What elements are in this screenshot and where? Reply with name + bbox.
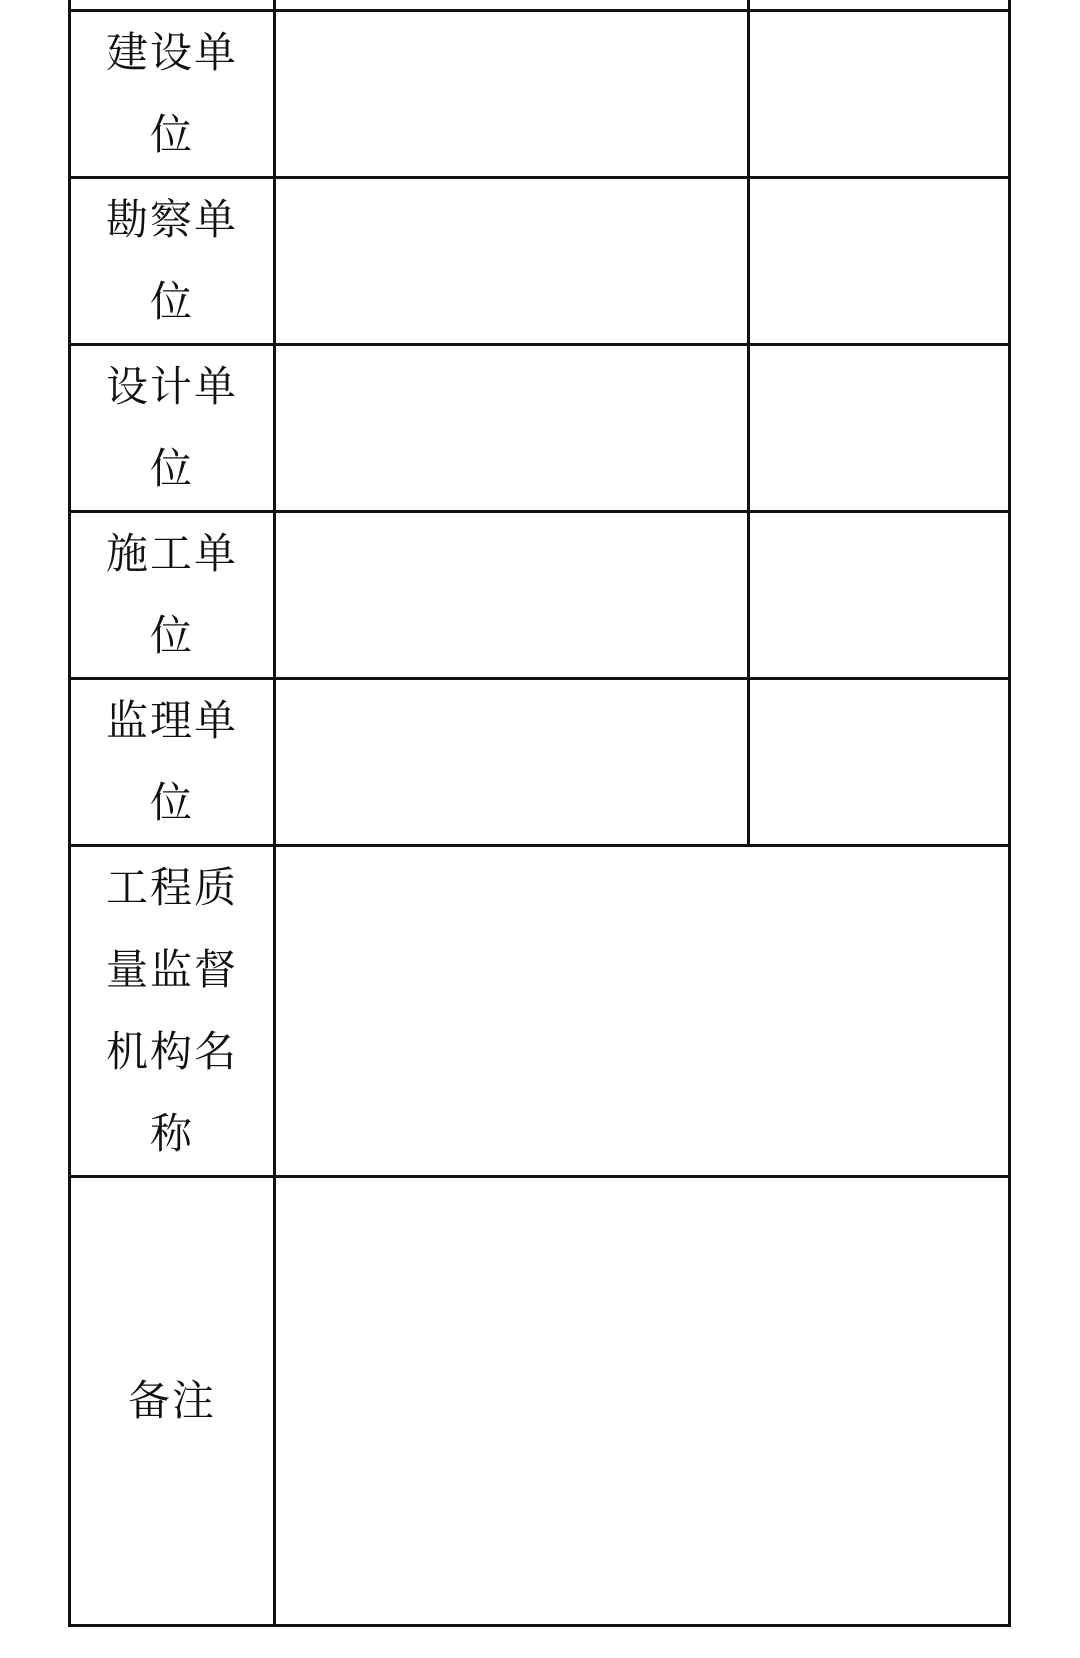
design-unit-label: 设计单位: [105, 362, 238, 493]
contractor-unit-label-cell: [70, 512, 275, 679]
table-row-contractor-unit: [70, 512, 1010, 679]
remarks-label-cell: [70, 1177, 275, 1626]
contractor-unit-extra-cell: [749, 512, 1010, 679]
construction-unit-extra-cell: [749, 11, 1010, 178]
top-partial-extra-cell: [749, 0, 1010, 11]
table-row-supervision-unit: [70, 679, 1010, 846]
supervision-unit-extra-cell: [749, 679, 1010, 846]
table-row-construction-unit: [70, 11, 1010, 178]
remarks-label: 备注: [127, 1376, 216, 1425]
table-row-quality-supervision-agency: [70, 846, 1010, 1177]
construction-unit-label: 建设单位: [105, 28, 238, 159]
survey-unit-label: 勘察单位: [105, 195, 238, 326]
table-row-survey-unit: [70, 178, 1010, 345]
survey-unit-extra-cell: [749, 178, 1010, 345]
supervision-unit-label-cell: [70, 679, 275, 846]
survey-unit-value-cell: [274, 178, 749, 345]
construction-unit-value-cell: [274, 11, 749, 178]
supervision-unit-value-cell: [274, 679, 749, 846]
design-unit-extra-cell: [749, 345, 1010, 512]
quality-agency-value-cell: [274, 846, 1009, 1177]
top-partial-label-cell: [70, 0, 275, 11]
construction-unit-label-cell: [70, 11, 275, 178]
table-row-design-unit: [70, 345, 1010, 512]
design-unit-label-cell: [70, 345, 275, 512]
contractor-unit-label: 施工单位: [105, 529, 238, 660]
table-row-top-partial: [70, 0, 1010, 11]
survey-unit-label-cell: [70, 178, 275, 345]
project-info-form-table: [68, 0, 1011, 1627]
supervision-unit-label: 监理单位: [105, 696, 238, 827]
design-unit-value-cell: [274, 345, 749, 512]
top-partial-value-cell: [274, 0, 749, 11]
quality-agency-label-cell: [70, 846, 275, 1177]
contractor-unit-value-cell: [274, 512, 749, 679]
remarks-value-cell: [274, 1177, 1009, 1626]
quality-agency-label: 工程质量监督机构名称: [105, 863, 238, 1158]
table-row-remarks: [70, 1177, 1010, 1626]
